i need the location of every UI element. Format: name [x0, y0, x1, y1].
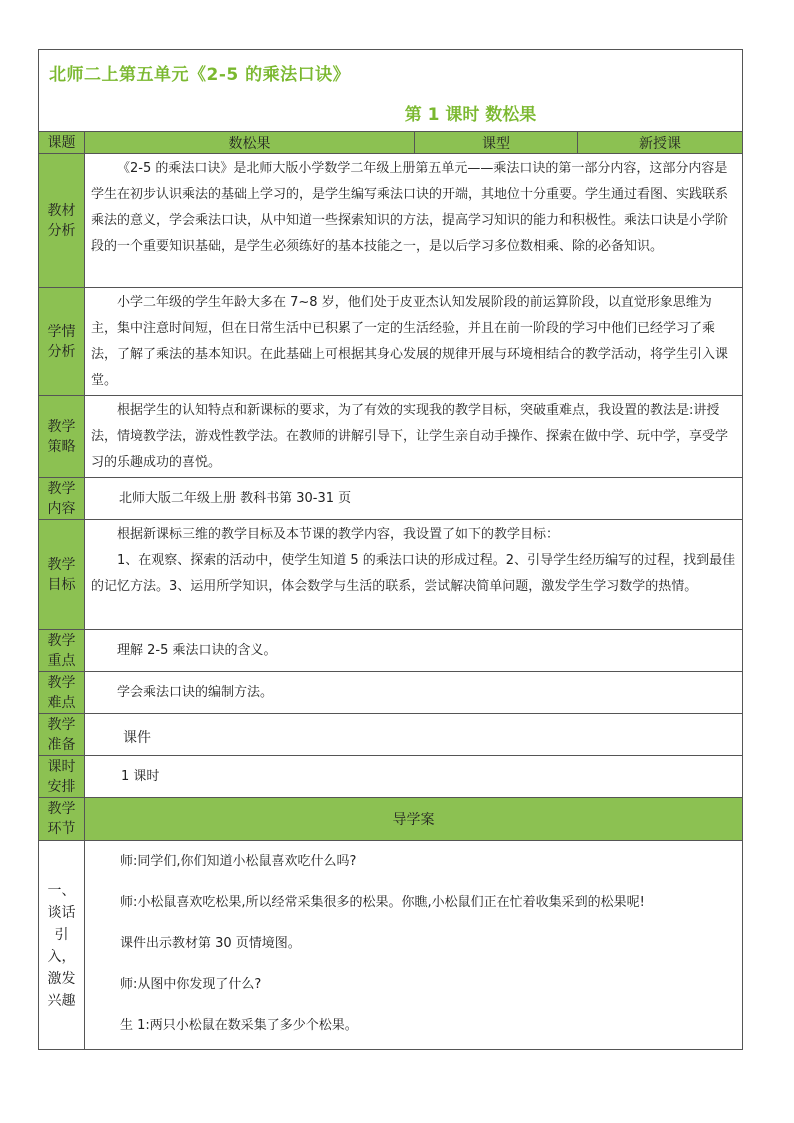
teaching-content-text: 北师大版二年级上册 教科书第 30-31 页 — [119, 490, 352, 506]
difficulties-content — [85, 672, 742, 713]
intro-content — [85, 841, 742, 1050]
preparation-row — [39, 714, 742, 756]
guide-header: 导学案 — [85, 798, 742, 840]
teaching-strategy-label: 教学策略 — [39, 396, 85, 477]
key-points-label: 教学重点 — [39, 630, 85, 671]
intro-row — [39, 841, 742, 1050]
teaching-strategy-text: 根据学生的认知特点和新课标的要求，为了有效的实现我的教学目标，突破重难点，我设置的教法是:讲授法，情境教学法，游戏性教学法。在教师的讲解引导下，让学生亲自动手操作、探索在做中学、玩中学，享受学习的乐趣成功的喜悦。 — [91, 403, 729, 470]
teaching-content-label: 教学内容 — [39, 478, 85, 519]
difficulties-text: 学会乘法口诀的编制方法。 — [117, 684, 274, 700]
intro-label: 一、谈话引入，激发兴趣 — [39, 841, 85, 1050]
lesson-type-label: 课型 — [415, 132, 578, 153]
stages-label: 教学环节 — [39, 798, 85, 840]
lesson-plan-table — [38, 49, 743, 1050]
teaching-goals-line1: 根据新课标三维的教学目标及本节课的教学内容，我设置了如下的教学目标： — [117, 527, 560, 542]
lesson-type-value: 新授课 — [578, 132, 742, 153]
textbook-analysis-row — [39, 154, 742, 288]
teaching-content-content — [85, 478, 742, 519]
key-points-row — [39, 630, 742, 672]
intro-line: 课件出示教材第 30 页情境图。 — [120, 936, 301, 951]
topic-row — [39, 132, 742, 154]
teaching-goals-label: 教学目标 — [39, 520, 85, 629]
teaching-goals-line2: 1、在观察、探索的活动中，使学生知道 5 的乘法口诀的形成过程。2、引导学生经历编写的过程，找到最佳的记忆方法。3、运用所学知识，体会数学与生活的联系，尝试解决简单问题，激发学生学习数学的热情。 — [91, 553, 736, 594]
title-block — [39, 50, 742, 132]
textbook-analysis-text: 《2-5 的乘法口诀》是北师大版小学数学二年级上册第五单元——乘法口诀的第一部分内容，这部分内容是学生在初步认识乘法的基础上学习的，是学生编写乘法口诀的开端，其地位十分重要。学生通过看图、实践联系乘法的意义，学会乘法口诀，从中知道一些探索知识的方法，提高学习知识的能力和积极性。乘法口诀是小学阶段的一个重要知识基础，是学生必须练好的基本技能之一，是以后学习多位数相乘、除的必备知识。 — [91, 161, 729, 254]
teaching-goals-row — [39, 520, 742, 630]
teaching-goals-content — [85, 520, 742, 629]
document-title: 北师二上第五单元《2-5 的乘法口诀》 — [49, 65, 351, 85]
schedule-label: 课时安排 — [39, 756, 85, 797]
preparation-text: 课件 — [123, 729, 151, 746]
difficulties-row — [39, 672, 742, 714]
teaching-content-row — [39, 478, 742, 520]
topic-label: 课题 — [39, 132, 85, 153]
student-analysis-label: 学情分析 — [39, 288, 85, 395]
intro-line: 生 1:两只小松鼠在数采集了多少个松果。 — [120, 1018, 358, 1033]
key-points-text: 理解 2-5 乘法口诀的含义。 — [117, 642, 277, 658]
difficulties-label: 教学难点 — [39, 672, 85, 713]
teaching-strategy-content — [85, 396, 742, 477]
teaching-strategy-row — [39, 396, 742, 478]
intro-line: 师:小松鼠喜欢吃松果,所以经常采集很多的松果。你瞧,小松鼠们正在忙着收集采到的松果呢! — [120, 895, 645, 910]
preparation-label: 教学准备 — [39, 714, 85, 755]
textbook-analysis-content — [85, 154, 742, 287]
schedule-row — [39, 756, 742, 798]
student-analysis-text: 小学二年级的学生年龄大多在 7~8 岁，他们处于皮亚杰认知发展阶段的前运算阶段，以直觉形象思维为主，集中注意时间短，但在日常生活中已积累了一定的生活经验，并且在前一阶段的学习中他们已经学习了乘法，了解了乘法的基本知识。在此基础上可根据其身心发展的规律开展与环境相结合的教学活动，将学生引入课堂。 — [91, 295, 729, 388]
textbook-analysis-label: 教材分析 — [39, 154, 85, 287]
intro-line: 师:同学们,你们知道小松鼠喜欢吃什么吗? — [120, 854, 357, 869]
topic-value: 数松果 — [85, 132, 415, 153]
student-analysis-row — [39, 288, 742, 396]
schedule-text: 1 课时 — [121, 768, 160, 784]
stages-row — [39, 798, 742, 841]
schedule-content — [85, 756, 742, 797]
intro-line: 师:从图中你发现了什么? — [120, 977, 262, 992]
key-points-content — [85, 630, 742, 671]
lesson-subtitle: 第 1 课时 数松果 — [404, 105, 537, 125]
preparation-content — [85, 714, 742, 755]
student-analysis-content — [85, 288, 742, 395]
